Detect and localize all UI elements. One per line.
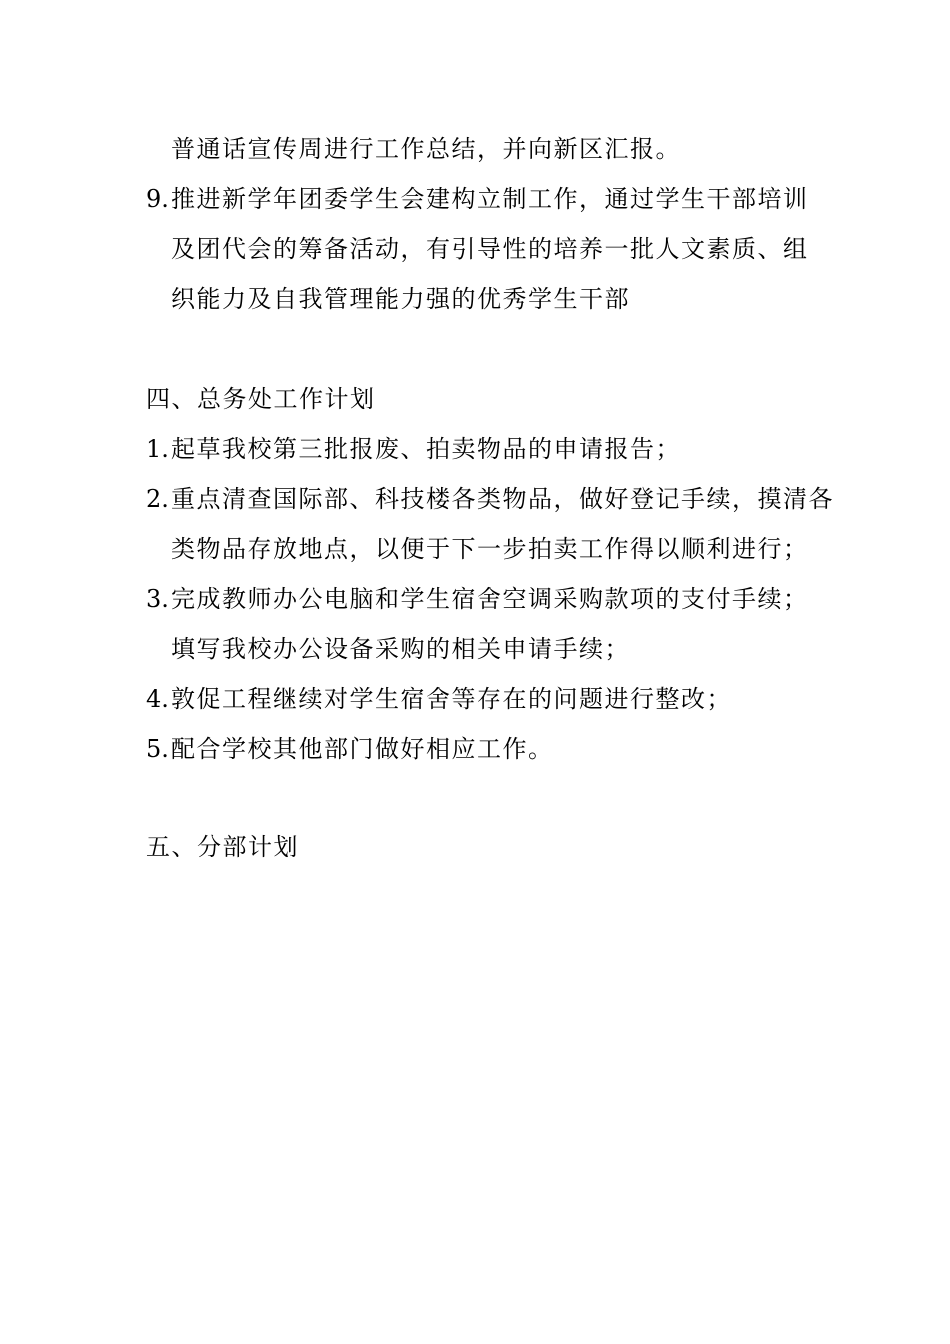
list-item-text: 配合学校其他部门做好相应工作。 — [171, 735, 554, 763]
list-item-number: 3. — [146, 585, 169, 613]
continued-text-line: 普通话宣传周进行工作总结，并向新区汇报。 — [171, 135, 681, 163]
list-item-4-line-1 — [146, 684, 826, 714]
list-item-5-line-1 — [146, 734, 826, 764]
list-item-number: 1. — [146, 435, 169, 463]
list-item-3-line-1 — [146, 584, 826, 614]
list-item-text: 完成教师办公电脑和学生宿舍空调采购款项的支付手续； — [171, 585, 809, 613]
list-item-number: 4. — [146, 685, 169, 713]
list-item-number: 5. — [146, 735, 169, 763]
list-item-text: 重点清查国际部、科技楼各类物品，做好登记手续，摸清各 — [171, 485, 834, 513]
list-item-3-line-2: 填写我校办公设备采购的相关申请手续； — [171, 635, 630, 663]
list-item-number: 2. — [146, 485, 169, 513]
section-heading-5: 五、分部计划 — [146, 833, 299, 861]
list-item-2-line-2: 类物品存放地点，以便于下一步拍卖工作得以顺利进行； — [171, 535, 809, 563]
list-item-text: 起草我校第三批报废、拍卖物品的申请报告； — [171, 435, 681, 463]
list-item-9-line-1 — [146, 184, 826, 214]
list-item-9-line-3: 织能力及自我管理能力强的优秀学生干部 — [171, 285, 630, 313]
list-item-number: 9. — [146, 185, 169, 213]
list-item-text: 推进新学年团委学生会建构立制工作，通过学生干部培训 — [171, 185, 809, 213]
section-heading-4: 四、总务处工作计划 — [146, 385, 376, 413]
list-item-1-line-1 — [146, 434, 826, 464]
list-item-2-line-1 — [146, 484, 834, 514]
list-item-9-line-2: 及团代会的筹备活动，有引导性的培养一批人文素质、组 — [171, 235, 809, 263]
list-item-text: 敦促工程继续对学生宿舍等存在的问题进行整改； — [171, 685, 732, 713]
